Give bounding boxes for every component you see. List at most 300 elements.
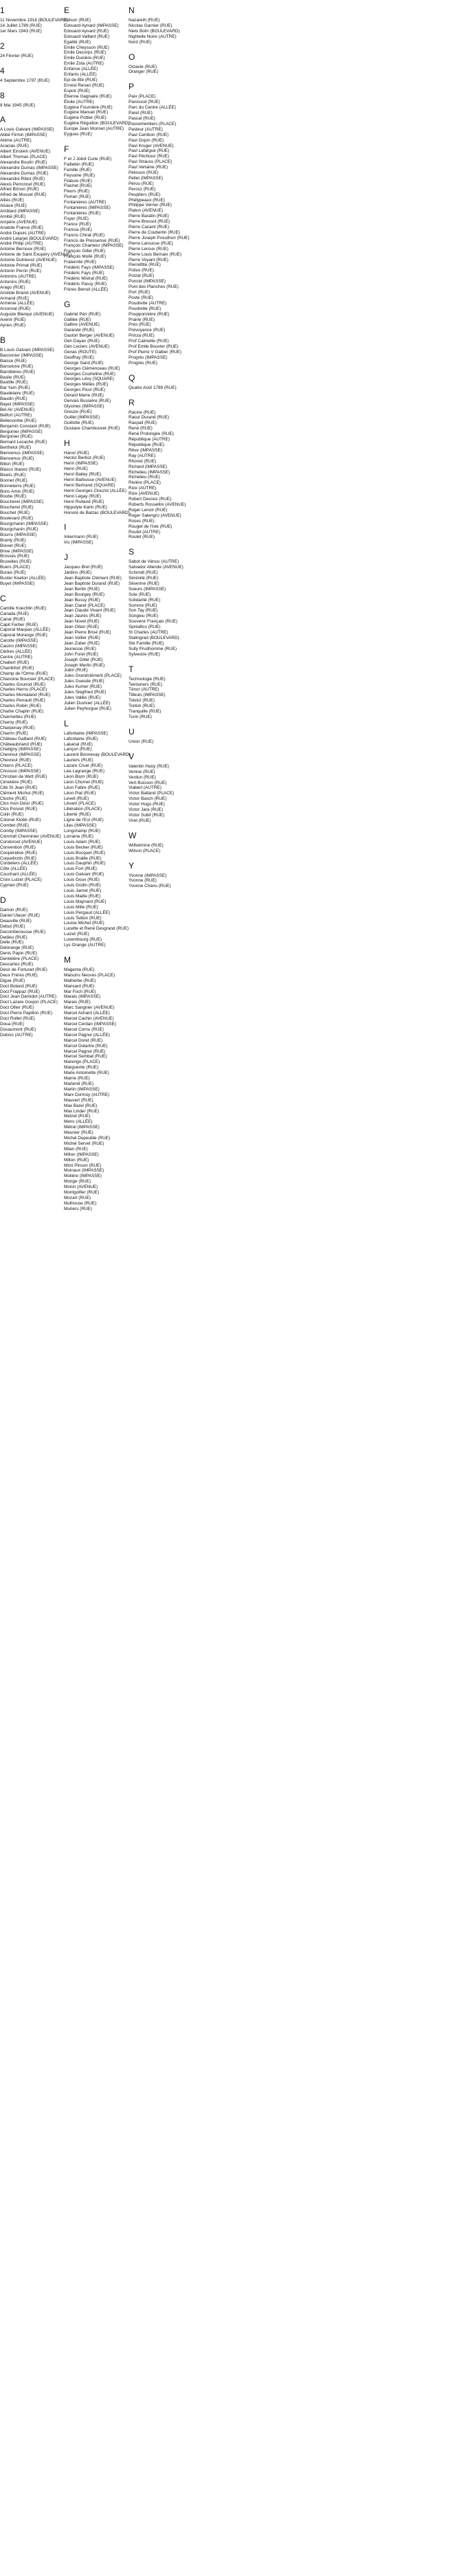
- letter-heading: V: [129, 751, 135, 761]
- street-item: Emile Dunière (RUE): [64, 56, 105, 61]
- street-item: Clos mon Désir (RUE): [0, 801, 44, 807]
- street-item: Technologie (RUE): [129, 676, 166, 682]
- street-item: Rivière (PLACE): [129, 480, 161, 486]
- street-item: Charny (RUE): [0, 719, 28, 725]
- street-item: François Gillet (RUE): [64, 249, 106, 254]
- street-item: Yvonne Chanu (RUE): [129, 884, 171, 889]
- street-item: Étienne Gagnaire (RUE): [64, 93, 112, 99]
- street-item: Hanoï (RUE): [64, 450, 89, 456]
- street-item: Chevreul (RUE): [0, 758, 32, 763]
- street-item: Luxembourg (RUE): [64, 937, 102, 943]
- street-item: Séverine (RUE): [129, 581, 159, 586]
- letter-heading: I: [64, 522, 67, 533]
- street-item: Croix Luizet (PLACE): [0, 877, 42, 883]
- street-item: 24 Février (RUE): [0, 53, 34, 58]
- street-item: Inkermann (RUE): [64, 535, 98, 540]
- street-item: Gén Dayan (RUE): [64, 339, 100, 344]
- street-item: Dentelière (PLACE): [0, 956, 39, 962]
- street-item: Roses (RUE): [129, 518, 155, 524]
- street-item: Delorange (RUE): [0, 945, 34, 951]
- street-item: Antoine Bernoux (RUE): [0, 247, 46, 252]
- street-item: Charles Robin (RUE): [0, 704, 42, 709]
- street-item: Debut (RUE): [0, 923, 25, 929]
- street-item: Pellet (IMPASSE): [129, 175, 163, 181]
- street-item: Georges Méliès (RUE): [64, 382, 109, 388]
- street-item: Fontanières (IMPASSE): [64, 205, 111, 211]
- street-item: Richelieu (IMPASSE): [129, 469, 170, 475]
- street-item: Daniel Ulacer (RUE): [0, 912, 40, 918]
- letter-group: [129, 752, 278, 824]
- street-item: Chevreul (IMPASSE): [0, 752, 41, 758]
- street-item: Boucheret (RUE): [0, 505, 34, 511]
- street-item: 1er Mars 1943 (RUE): [0, 28, 42, 34]
- street-item: François Mollé (RUE): [64, 254, 107, 260]
- street-item: Prof Calmette (RUE): [129, 339, 169, 344]
- street-item: Louis Adam (RUE): [64, 839, 100, 844]
- street-item: Basile (RUE): [0, 374, 25, 380]
- street-item: Jean Baptiste Durand (RUE): [64, 581, 120, 586]
- street-item: Boube (RUE): [0, 494, 27, 500]
- street-item: Rouget de l'Isle (RUE): [129, 524, 173, 529]
- street-item: Delle (RUE): [0, 940, 24, 945]
- street-item: Victor Hugo (RUE): [129, 802, 165, 807]
- street-item: Rhonet (RUE): [129, 458, 157, 464]
- street-item: Lys Orange (AUTRE): [64, 943, 106, 948]
- street-item: Poste (RUE): [129, 295, 153, 300]
- street-item: Henri Rolland (RUE): [64, 499, 104, 504]
- street-item: Arménie (ALLÉE): [0, 301, 34, 306]
- street-item: Bienvenus (RUE): [0, 456, 34, 462]
- street-item: Somme (RUE): [129, 603, 157, 608]
- street-item: Gaston Berger (AVENUE): [64, 333, 115, 339]
- street-item: Jean Baptiste Clément (RUE): [64, 576, 122, 581]
- street-item: Iris (IMPASSE): [64, 540, 93, 546]
- street-item: Buers (PLACE): [0, 565, 30, 570]
- street-item: Georges Clémenceau (RUE): [64, 366, 120, 371]
- street-item: Frères Benoit (ALLÉE): [64, 287, 109, 292]
- street-item: Lazare Cruel (RUE): [64, 763, 103, 769]
- street-item: Henri Legay (RUE): [64, 493, 101, 499]
- letter-group: [129, 664, 278, 720]
- street-item: Coopérative (RUE): [0, 850, 37, 855]
- street-item: Garande (RUE): [64, 328, 95, 333]
- street-item: Pierre Bressot (RUE): [129, 219, 170, 225]
- street-item: Jean Ottan (RUE): [64, 625, 99, 630]
- street-item: Chatigny (IMPASSE): [0, 747, 41, 752]
- street-item: Marengo (PLACE): [64, 1060, 100, 1065]
- street-item: Parc du Centre (ALLÉE): [129, 105, 176, 111]
- street-item: Dubois (AUTRE): [0, 1032, 33, 1038]
- street-item: Hippolyte Kahn (RUE): [64, 504, 107, 510]
- street-item: Boulevard (RUE): [0, 516, 34, 522]
- street-item: Doua (RUE): [0, 1022, 24, 1027]
- street-item: Marc Sangnier (AVENUE): [64, 1005, 115, 1011]
- street-item: A Louis Galvani (IMPASSE): [0, 127, 54, 133]
- street-item: Alexandre Dumas (RUE): [0, 170, 49, 176]
- street-item: Monin (AVENUE): [64, 1185, 98, 1190]
- street-item: Nightelle Noire (AUTRE): [129, 34, 177, 39]
- street-item: Antoine Dutrievoz (AVENUE): [0, 258, 57, 263]
- street-item: Soeurs (IMPASSE): [129, 586, 166, 592]
- street-item: Benjamin Constant (RUE): [0, 423, 51, 429]
- street-item: Pierre Joseph Proudhon (RUE): [129, 235, 190, 240]
- street-item: Arsonval (RUE): [0, 306, 31, 312]
- street-item: Pierre de Coubertin (RUE): [129, 230, 180, 235]
- street-item: Convention (RUE): [0, 844, 36, 850]
- street-item: Antoine Primat (RUE): [0, 263, 43, 269]
- street-item: Louis Maille (RUE): [64, 893, 101, 899]
- street-item: Buyet (IMPASSE): [0, 581, 35, 586]
- street-item: Henri Bertrand (SQUARE): [64, 482, 115, 488]
- street-item: Nazareth (RUE): [129, 18, 160, 23]
- street-item: John Forel (RUE): [64, 651, 98, 657]
- street-item: Mansard (RUE): [64, 983, 95, 989]
- street-item: Genas (ROUTE): [64, 349, 97, 355]
- street-item: Prof Emile Bouvier (RUE): [129, 344, 179, 350]
- street-item: Louis Becker (RUE): [64, 844, 103, 850]
- street-item: Emile Zola (AUTRE): [64, 61, 104, 67]
- street-item: Camille Koechlin (RUE): [0, 605, 47, 611]
- street-item: Poudrette (AUTRE): [129, 300, 167, 306]
- street-item: Jardins (RUE): [64, 570, 92, 576]
- street-item: Jean Bertin (RUE): [64, 586, 100, 592]
- street-item: Hector Berlioz (RUE): [64, 456, 105, 461]
- street-item: Poncet (IMPASSE): [129, 279, 166, 284]
- street-item: Clos Poncet (RUE): [0, 807, 37, 812]
- street-item: Louis Braille (RUE): [64, 855, 102, 861]
- street-item: René Prolongée (RUE): [129, 432, 174, 437]
- street-item: Maisons Neuves (PLACE): [64, 972, 115, 978]
- street-item: Jean Novel (RUE): [64, 619, 100, 625]
- street-item: Millon (RUE): [64, 1157, 89, 1163]
- street-item: Combet (RUE): [0, 823, 29, 829]
- letter-heading: E: [64, 5, 70, 15]
- street-item: Henri (RUE): [64, 467, 88, 472]
- street-item: Jean Zuber (RUE): [64, 640, 100, 646]
- street-item: Paul Cambon (RUE): [129, 132, 169, 137]
- street-item: Baudelaire (RUE): [0, 391, 35, 396]
- street-item: Louis Teillon (RUE): [64, 915, 102, 921]
- street-item: Turin (RUE): [129, 714, 152, 719]
- street-item: Magenta (RUE): [64, 967, 95, 972]
- letter-heading: H: [64, 438, 70, 448]
- street-item: Coquelicots (RUE): [0, 855, 36, 861]
- street-item: Alfred de Musset (RUE): [0, 192, 47, 198]
- street-item: Jeunesse (RUE): [64, 646, 96, 651]
- street-item: Canada (RUE): [0, 611, 29, 616]
- street-item: Aristide Briand (AVENUE): [0, 290, 51, 295]
- street-item: Schmidt (RUE): [129, 570, 158, 576]
- street-item: Prés (RUE): [129, 322, 151, 328]
- street-item: Progrès (RUE): [129, 360, 157, 366]
- street-item: Sabot de Vénus (AUTRE): [129, 559, 179, 565]
- street-item: Louis Jarnet (RUE): [64, 888, 102, 893]
- street-item: Marterel (RUE): [64, 1081, 93, 1086]
- street-item: Léon Chomel (RUE): [64, 779, 104, 785]
- street-item: Chiens (PLACE): [0, 763, 32, 769]
- street-item: Sylvestre (RUE): [129, 651, 160, 657]
- street-item: Tilleuls (IMPASSE): [129, 693, 166, 698]
- street-item: Pasteur (AUTRE): [129, 126, 163, 132]
- street-item: Charles Montaland (RUE): [0, 693, 51, 698]
- street-item: Château Gaillard (RUE): [0, 736, 47, 741]
- street-item: Pierrefitte (RUE): [129, 262, 161, 268]
- street-item: Molière (IMPASSE): [64, 1174, 102, 1179]
- street-item: Albert Thomas (PLACE): [0, 154, 47, 159]
- street-item: Frédéric Fays (IMPASSE): [64, 265, 115, 271]
- street-item: Pont des Planches (RUE): [129, 284, 179, 290]
- street-item: Doct Frappaz (RUE): [0, 989, 40, 994]
- street-item: Paret (RUE): [129, 111, 153, 116]
- street-item: Georges Lévy (SQUARE): [64, 377, 114, 382]
- street-item: Verdun (RUE): [129, 774, 156, 780]
- street-item: Louis Galvani (RUE): [64, 872, 104, 877]
- letter-group: [129, 547, 278, 657]
- street-item: Eugène Fournière (RUE): [64, 104, 113, 110]
- street-item: Dedieu (RUE): [0, 934, 27, 940]
- street-item: Niels Bohr (BOULEVARD): [129, 28, 180, 34]
- street-item: Paix (PLACE): [129, 94, 156, 100]
- street-item: Bienvenus (IMPASSE): [0, 451, 44, 456]
- street-item: 4 Septembre 1797 (RUE): [0, 78, 50, 83]
- street-item: Marx Dormoy (AUTRE): [64, 1092, 110, 1097]
- street-item: Pierre Leroux (RUE): [129, 246, 168, 251]
- street-item: Colonel Klobb (RUE): [0, 818, 41, 823]
- street-item: Paul Gojon (RUE): [129, 137, 164, 143]
- street-item: Armand (RUE): [0, 295, 29, 301]
- street-item: Louis Mille (RUE): [64, 904, 98, 910]
- street-item: Oranger (RUE): [129, 69, 158, 75]
- street-item: Avenir (RUE): [0, 317, 26, 323]
- letter-heading: J: [64, 552, 68, 563]
- street-item: Jules Siegfried (RUE): [64, 690, 107, 695]
- street-item: Jean Claret (PLACE): [64, 603, 105, 608]
- street-item: Prinza (RUE): [129, 333, 155, 339]
- street-item: Bourru (IMPASSE): [0, 532, 37, 537]
- street-item: Henri Georges Clouzot (ALLÉE): [64, 488, 126, 493]
- street-item: Cimetière (RUE): [0, 779, 32, 785]
- letter-heading: C: [0, 593, 6, 603]
- street-item: Bastille (RUE): [0, 380, 28, 385]
- street-item: Charmettes (RUE): [0, 714, 36, 719]
- street-item: Pérou (RUE): [129, 181, 154, 186]
- street-item: Prairie (RUE): [129, 317, 155, 322]
- street-item: Prof Pierre V Galber (RUE): [129, 349, 182, 355]
- street-item: Wilhelmine (RUE): [129, 842, 164, 848]
- street-item: Greuze (RUE): [64, 409, 92, 414]
- street-item: Solidarité (RUE): [129, 597, 161, 603]
- street-item: Gustave Chambouvet (RUE): [64, 425, 120, 431]
- street-item: Doct Jean Damidot (AUTRE): [0, 994, 57, 1000]
- street-item: Aynes (RUE): [0, 323, 26, 328]
- street-item: Baisse (RUE): [0, 358, 27, 363]
- street-item: Monge (RUE): [64, 1179, 91, 1185]
- street-item: Eugène Réguillon (BOULEVARD): [64, 121, 130, 126]
- street-item: Racine (RUE): [129, 410, 156, 415]
- street-item: Montgolfier (RUE): [64, 1190, 100, 1196]
- street-item: Sully Prudhomme (RUE): [129, 646, 177, 651]
- street-item: Marguerite (RUE): [64, 1065, 99, 1071]
- letter-heading: G: [64, 299, 71, 309]
- street-column-3: [129, 5, 278, 889]
- street-item: Barotbères (RUE): [0, 369, 35, 374]
- street-item: Casino (IMPASSE): [0, 644, 37, 649]
- street-item: Pascal (RUE): [129, 115, 155, 121]
- street-item: Mozart (RUE): [64, 1196, 91, 1200]
- street-item: Georges Picot (RUE): [64, 388, 106, 393]
- letter-heading: 2: [0, 41, 5, 51]
- street-item: Louis Godin (RUE): [64, 883, 101, 888]
- street-item: Brosses (RUE): [0, 554, 30, 559]
- street-item: Louise Michel (RUE): [64, 921, 104, 926]
- street-item: Egalité (RUE): [64, 39, 91, 45]
- street-item: Viabert (AUTRE): [129, 785, 162, 791]
- street-item: Léon Fabre (RUE): [64, 785, 100, 790]
- street-item: Baudin (RUE): [0, 396, 27, 402]
- street-item: Bouchet (RUE): [0, 511, 30, 516]
- street-item: Poudrette (RUE): [129, 306, 162, 311]
- letter-group: [129, 727, 278, 745]
- street-item: Perosz (RUE): [129, 186, 156, 192]
- street-item: Pélisson (RUE): [129, 170, 159, 176]
- street-item: Victor Basch (RUE): [129, 796, 167, 802]
- street-item: Capit Ferber (RUE): [0, 622, 38, 627]
- street-item: Condorcet (AVENUE): [0, 839, 43, 844]
- letter-heading: S: [129, 547, 135, 557]
- street-item: Edison (RUE): [64, 18, 91, 23]
- street-item: Charles Gounod (RUE): [0, 682, 46, 687]
- street-item: Edouard Vaillant (RUE): [64, 34, 109, 39]
- street-item: François Chanteur (IMPASSE): [64, 243, 124, 249]
- street-item: Lançon (RUE): [64, 747, 92, 752]
- street-item: Leveil (RUE): [64, 796, 89, 801]
- street-item: Bruxelles (RUE): [0, 559, 32, 565]
- street-item: Victor Balland (PLACE): [129, 791, 175, 796]
- street-item: 11 Novembre 1918 (BOULEVARD): [0, 18, 68, 23]
- street-item: Jubin (RUE): [64, 668, 88, 673]
- street-item: Blasco Ibanez (RUE): [0, 467, 41, 472]
- street-item: Tranquille (RUE): [129, 709, 162, 715]
- street-item: Lafontaine (IMPASSE): [64, 730, 108, 736]
- street-item: Ernest Renan (RUE): [64, 82, 104, 88]
- letter-heading: F: [64, 144, 69, 154]
- street-item: Comby (IMPASSE): [0, 829, 38, 833]
- street-item: Tonkin (RUE): [129, 704, 155, 709]
- street-item: Martin (IMPASSE): [64, 1086, 100, 1092]
- letter-heading: Q: [129, 372, 135, 383]
- street-item: Bourgchanin (IMPASSE): [0, 521, 48, 526]
- street-item: Francis de Pressensé (RUE): [64, 238, 120, 243]
- street-item: Piaton (AVENUE): [129, 208, 163, 214]
- street-item: Christian de Wett (RUE): [0, 774, 47, 779]
- street-item: André Dupuis (AUTRE): [0, 230, 46, 236]
- letter-group: [129, 82, 278, 366]
- street-item: Ligne de l'Est (RUE): [64, 818, 104, 823]
- street-item: Jules Grandclément (PLACE): [64, 673, 122, 679]
- street-item: Jacques Brel (RUE): [64, 565, 103, 570]
- street-item: Descartes (RUE): [0, 962, 34, 967]
- street-item: André Philip (AUTRE): [0, 241, 43, 247]
- street-item: Mar Foch (RUE): [64, 989, 96, 994]
- street-item: Acacias (RUE): [0, 144, 29, 149]
- street-item: Francis Chirat (RUE): [64, 232, 105, 238]
- street-item: Bons Amis (RUE): [0, 489, 34, 494]
- street-item: Amitié (RUE): [0, 214, 26, 219]
- street-item: Abbé Firmin (IMPASSE): [0, 133, 47, 138]
- street-item: Antonins (RUE): [0, 279, 31, 284]
- street-item: Lorraine (RUE): [64, 833, 93, 839]
- street-item: Melzet (RUE): [64, 1114, 91, 1119]
- street-item: Jean Pierre Brisé (RUE): [64, 630, 111, 636]
- street-item: Châteaubriand (RUE): [0, 741, 43, 747]
- letter-heading: W: [129, 830, 137, 840]
- street-item: Lévant (PLACE): [64, 801, 96, 807]
- street-item: Epi de Blé (RUE): [64, 77, 98, 82]
- street-item: Bergonier (RUE): [0, 434, 33, 440]
- street-item: B Louis Galvani (IMPASSE): [0, 347, 54, 352]
- street-item: Libération (PLACE): [64, 807, 102, 812]
- street-item: Nord (RUE): [129, 39, 152, 45]
- street-item: Stalingrad (BOULEVARD): [129, 636, 179, 640]
- letter-heading: D: [0, 895, 6, 905]
- street-item: Alexis Perroncel (RUE): [0, 181, 45, 187]
- street-item: Louis Pergaud (ALLÉE): [64, 910, 111, 915]
- street-item: Gabriel Péri (RUE): [64, 311, 101, 317]
- street-item: République (RUE): [129, 443, 164, 447]
- street-item: Marcel Pagnol (RUE): [64, 1049, 106, 1054]
- street-item: Amblard (IMPASSE): [0, 209, 40, 214]
- street-item: Edouard Aynard (IMPASSE): [64, 23, 119, 28]
- street-item: Michel Dupeuble (RUE): [64, 1136, 111, 1141]
- letter-heading: L: [64, 718, 69, 728]
- street-item: 8 Mai 1945 (RUE): [0, 102, 36, 108]
- street-item: Doct Lazare Goujon (PLACE): [0, 1000, 58, 1005]
- street-item: Antonin Perrin (RUE): [0, 269, 42, 273]
- street-item: Richelieu (RUE): [129, 475, 160, 480]
- street-item: Teinturiers (RUE): [129, 682, 163, 687]
- street-item: Venise (RUE): [129, 769, 155, 774]
- street-item: Henri Barbusse (AVENUE): [64, 478, 116, 483]
- street-item: Charpenay (RUE): [0, 725, 35, 730]
- street-item: Deux Frères (RUE): [0, 972, 38, 978]
- street-item: Pierre Baratin (RUE): [129, 214, 169, 219]
- street-item: Antonins (AUTRE): [0, 273, 36, 279]
- street-item: Port (RUE): [129, 289, 151, 295]
- street-item: Raspail (RUE): [129, 421, 157, 426]
- street-item: Buster Keaton (ALLÉE): [0, 576, 46, 581]
- street-item: Commdt Chenninier (AVENUE): [0, 833, 61, 839]
- street-item: Decomberousse (RUE): [0, 929, 46, 934]
- street-item: Millon (IMPASSE): [64, 1152, 99, 1157]
- street-item: Champ de l'Orme (RUE): [0, 671, 48, 676]
- street-item: Meunier (RUE): [64, 1130, 93, 1136]
- street-item: Jean Bussy (RUE): [64, 597, 100, 603]
- street-item: Arago (RUE): [0, 284, 25, 290]
- street-item: Damon (RUE): [0, 907, 28, 912]
- street-item: Songieu (RUE): [129, 614, 158, 619]
- street-item: Bernard Lecache (RUE): [0, 440, 47, 445]
- street-item: Colin (RUE): [0, 812, 24, 818]
- street-item: Poizat (RUE): [129, 273, 155, 279]
- street-item: Cloche (RUE): [0, 796, 27, 801]
- street-item: Lakanal (RUE): [64, 741, 93, 747]
- street-item: Victor Jara (RUE): [129, 807, 163, 813]
- street-item: Union (RUE): [129, 739, 154, 744]
- street-item: Marcel Achard (ALLÉE): [64, 1011, 110, 1016]
- street-item: Chabert (RUE): [0, 660, 30, 665]
- street-item: Jules Guesde (RUE): [64, 679, 104, 684]
- letter-heading: A: [0, 115, 6, 125]
